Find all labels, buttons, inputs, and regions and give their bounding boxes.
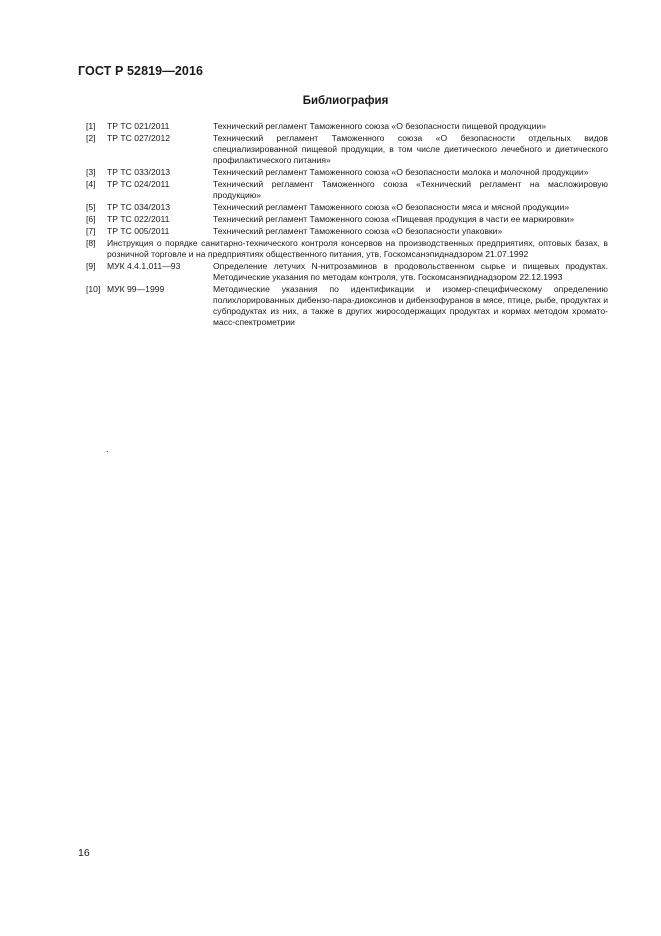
entry-number: [3] <box>86 167 96 177</box>
entry-text: Технический регламент Таможенного союза «Технический регламент на масложировую продукцию» <box>213 179 608 200</box>
entry-number: [5] <box>86 202 96 213</box>
entry-code: ТР ТС 021/2011 <box>107 121 170 131</box>
entry-code: ТР ТС 033/2013 <box>107 167 171 177</box>
page-number: 16 <box>78 847 90 859</box>
bibliography-entry <box>86 214 608 225</box>
bibliography-entry <box>86 226 608 237</box>
entry-number: [6] <box>86 214 96 225</box>
entry-code: ТР ТС 005/2011 <box>107 226 170 237</box>
standard-header: ГОСТ Р 52819—2016 <box>78 64 204 78</box>
entry-code: ТР ТС 027/2012 <box>107 133 171 144</box>
entry-code: ТР ТС 024/2011 <box>107 179 170 190</box>
entry-code: ТР ТС 022/2011 <box>107 214 170 225</box>
entry-text: Технический регламент Таможенного союза «Пищевая продукция в части ее маркировки» <box>213 214 575 225</box>
entry-code: МУК 4.4.1.011—93 <box>107 261 181 272</box>
entry-text: Технический регламент Таможенного союза «О безопасности отдельных видов специализированной пищевой продукции, в том числе диетического лечебного и диетического профилактического питания» <box>213 133 608 165</box>
entry-text: Технический регламент Таможенного союза «О безопасности пищевой продукции» <box>213 121 547 131</box>
bibliography-entry <box>86 179 608 201</box>
bibliography-entry <box>86 133 608 166</box>
entry-number: [8] <box>86 238 96 249</box>
entry-text: Технический регламент Таможенного союза «О безопасности молока и молочной продукции» <box>213 167 589 177</box>
entry-code: ТР ТС 034/2013 <box>107 202 171 213</box>
stray-mark: . <box>106 444 109 454</box>
bibliography-entry <box>86 261 608 283</box>
entry-number: [7] <box>86 226 96 237</box>
entry-number: [2] <box>86 133 96 144</box>
entry-text: Технический регламент Таможенного союза «О безопасности упаковки» <box>213 226 503 237</box>
bibliography-entry <box>86 121 608 132</box>
entry-number: [9] <box>86 261 96 272</box>
bibliography-entry <box>86 202 608 213</box>
bibliography-entry <box>86 238 608 260</box>
bibliography-entry <box>86 284 608 328</box>
bibliography-title: Библиография <box>302 95 389 107</box>
bibliography-list <box>86 121 608 329</box>
entry-code: МУК 99—1999 <box>107 284 165 295</box>
bibliography-entry <box>86 167 608 178</box>
entry-text: Инструкция о порядке санитарно-технического контроля консервов на производственных предприятиях, оптовых базах, в розничной торговле и на предприятиях общественного питания, утв. Госкомсанэпиднадзором 21.07.1992 <box>107 238 608 260</box>
entry-text: Методические указания по идентификации и изомер-специфическому определению полихлорированных дибензо-пара-диоксинов и дибензофуранов в мясе, птице, рыбе, продуктах и субпродуктах из них, а также в других жиросодержащих продуктах и кормах методом хромато-масс-спектрометрии <box>213 284 608 328</box>
entry-number: [10] <box>86 284 101 295</box>
entry-number: [4] <box>86 179 96 190</box>
entry-text: Определение летучих N-нитрозаминов в продовольственном сырье и пищевых продуктах. Методические указания по методам контроля, утв. Госкомсанэпиднадзором 22.12.1993 <box>213 261 608 283</box>
entry-text: Технический регламент Таможенного союза «О безопасности мяса и мясной продукции» <box>213 202 570 213</box>
entry-number: [1] <box>86 121 96 131</box>
